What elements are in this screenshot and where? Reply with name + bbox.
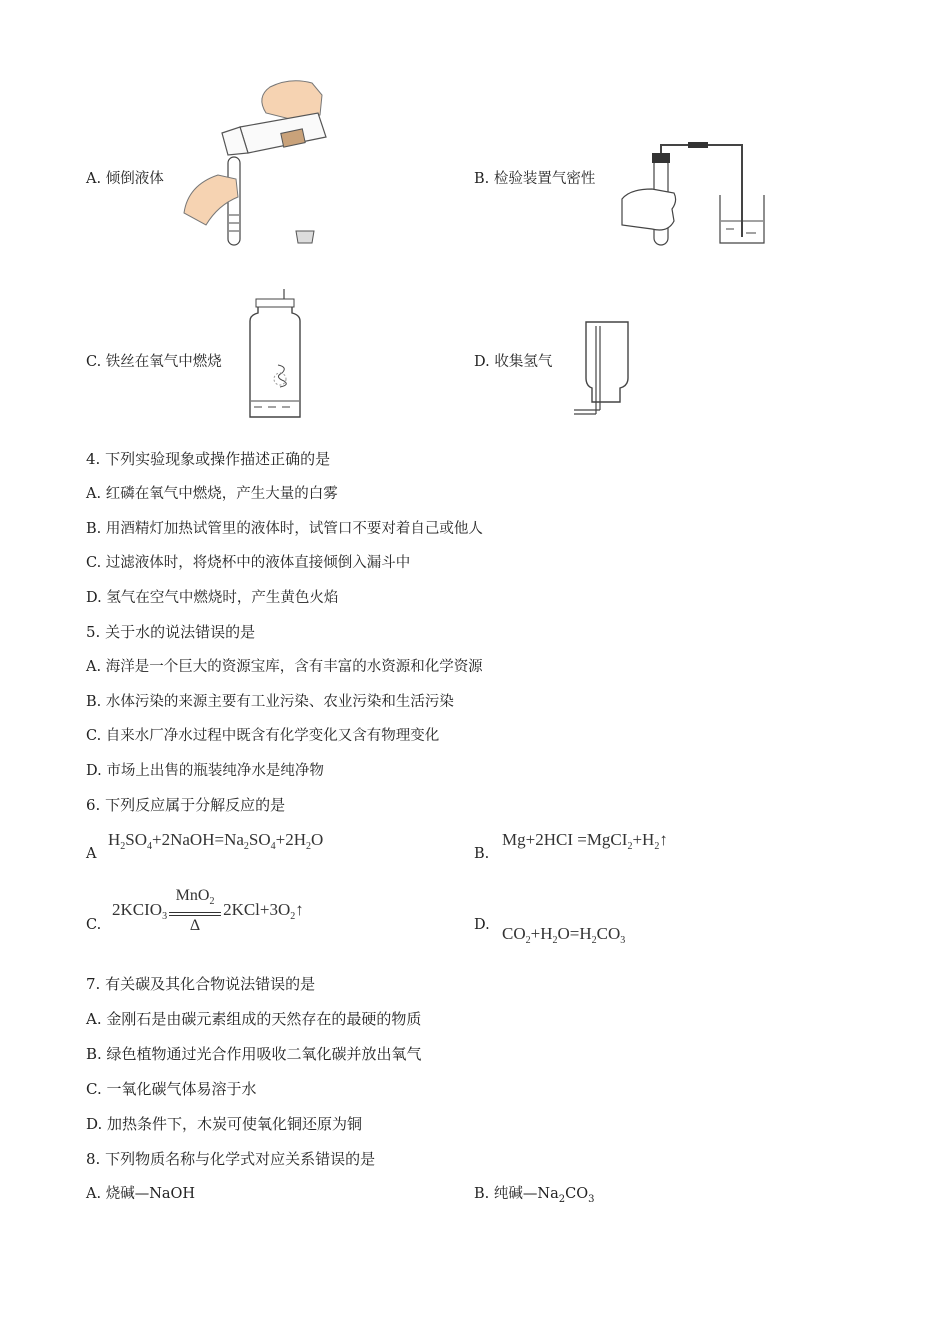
- q5-option-b: B. 水体污染的来源主要有工业污染、农业污染和生活污染: [86, 694, 454, 710]
- reaction-condition: [169, 886, 221, 936]
- q3-option-c: C. 铁丝在氧气中燃烧: [86, 354, 222, 370]
- q8-formula-na: Na: [537, 1186, 559, 1202]
- q3-option-d: D. 收集氢气: [474, 354, 553, 370]
- q6-equation-c: $2KCIO_3$ $\frac{MnO_2}{\Delta}$ $2KCl+3O_2↑$: [112, 887, 304, 934]
- q5-option-c: C. 自来水厂净水过程中既含有化学变化又含有物理变化: [86, 728, 440, 744]
- q8-formula-co: CO: [565, 1186, 589, 1202]
- q7-option-c: C. 一氧化碳气体易溶于水: [86, 1080, 257, 1098]
- q6-option-b-label: B.: [474, 846, 490, 862]
- q8-formula-sub-1: 2: [558, 1193, 566, 1205]
- q6-equation-b: $Mg+2HCI =MgCI_2+H_2↑$: [502, 830, 668, 852]
- q8-option-a-label: A. 烧碱—: [86, 1186, 150, 1202]
- q8-option-a-formula: NaOH: [149, 1186, 196, 1202]
- question-7-stem: 7. 有关碳及其化合物说法错误的是: [86, 975, 316, 993]
- q8-option-b-label: B. 纯碱—: [474, 1186, 538, 1202]
- q7-option-b: B. 绿色植物通过光合作用吸收二氧化碳并放出氧气: [86, 1045, 422, 1063]
- q3-option-a: A. 倾倒液体: [86, 171, 164, 187]
- q8-formula-sub-2: 3: [588, 1193, 595, 1205]
- q7-option-d: D. 加热条件下，木炭可使氧化铜还原为铜: [86, 1115, 363, 1133]
- q4-option-c: C. 过滤液体时，将烧杯中的液体直接倾倒入漏斗中: [86, 555, 411, 571]
- q8-option-a: [86, 1184, 195, 1204]
- question-6-stem: 6. 下列反应属于分解反应的是: [86, 796, 286, 814]
- question-5-stem: 5. 关于水的说法错误的是: [86, 623, 256, 641]
- q6-option-c-label: C.: [86, 917, 102, 933]
- catalyst-label: MnO: [175, 887, 210, 904]
- q6-option-a-label: A: [86, 846, 97, 862]
- q5-option-d: D. 市场上出售的瓶装纯净水是纯净物: [86, 763, 324, 779]
- question-8-stem: 8. 下列物质名称与化学式对应关系错误的是: [86, 1150, 376, 1168]
- q4-option-d: D. 氢气在空气中燃烧时，产生黄色火焰: [86, 590, 339, 606]
- q6-equation-a: $H_2SO_4+2NaOH=Na_2SO_4+2H_2O$: [108, 830, 324, 852]
- q6-equation-d: $CO_2+H_2O=H_2CO_3$: [502, 924, 626, 946]
- q4-option-a: A. 红磷在氧气中燃烧，产生大量的白雾: [86, 486, 338, 502]
- heat-symbol: Δ: [189, 917, 201, 934]
- question-4-stem: 4. 下列实验现象或操作描述正确的是: [86, 450, 331, 468]
- q7-option-a: A. 金刚石是由碳元素组成的天然存在的最硬的物质: [86, 1010, 422, 1028]
- q4-option-b: B. 用酒精灯加热试管里的液体时，试管口不要对着自己或他人: [86, 521, 483, 537]
- q8-option-b: [474, 1184, 594, 1210]
- airtightness-check-figure: [618, 137, 770, 250]
- iron-wire-burning-figure: [244, 287, 304, 423]
- catalyst-subscript: 2: [209, 896, 215, 907]
- hydrogen-collection-figure: [570, 318, 636, 423]
- pouring-liquid-figure: [178, 75, 330, 250]
- q5-option-a: A. 海洋是一个巨大的资源宝库，含有丰富的水资源和化学资源: [86, 659, 483, 675]
- q6-option-d-label: D.: [474, 917, 490, 933]
- q3-option-b: B. 检验装置气密性: [474, 171, 596, 187]
